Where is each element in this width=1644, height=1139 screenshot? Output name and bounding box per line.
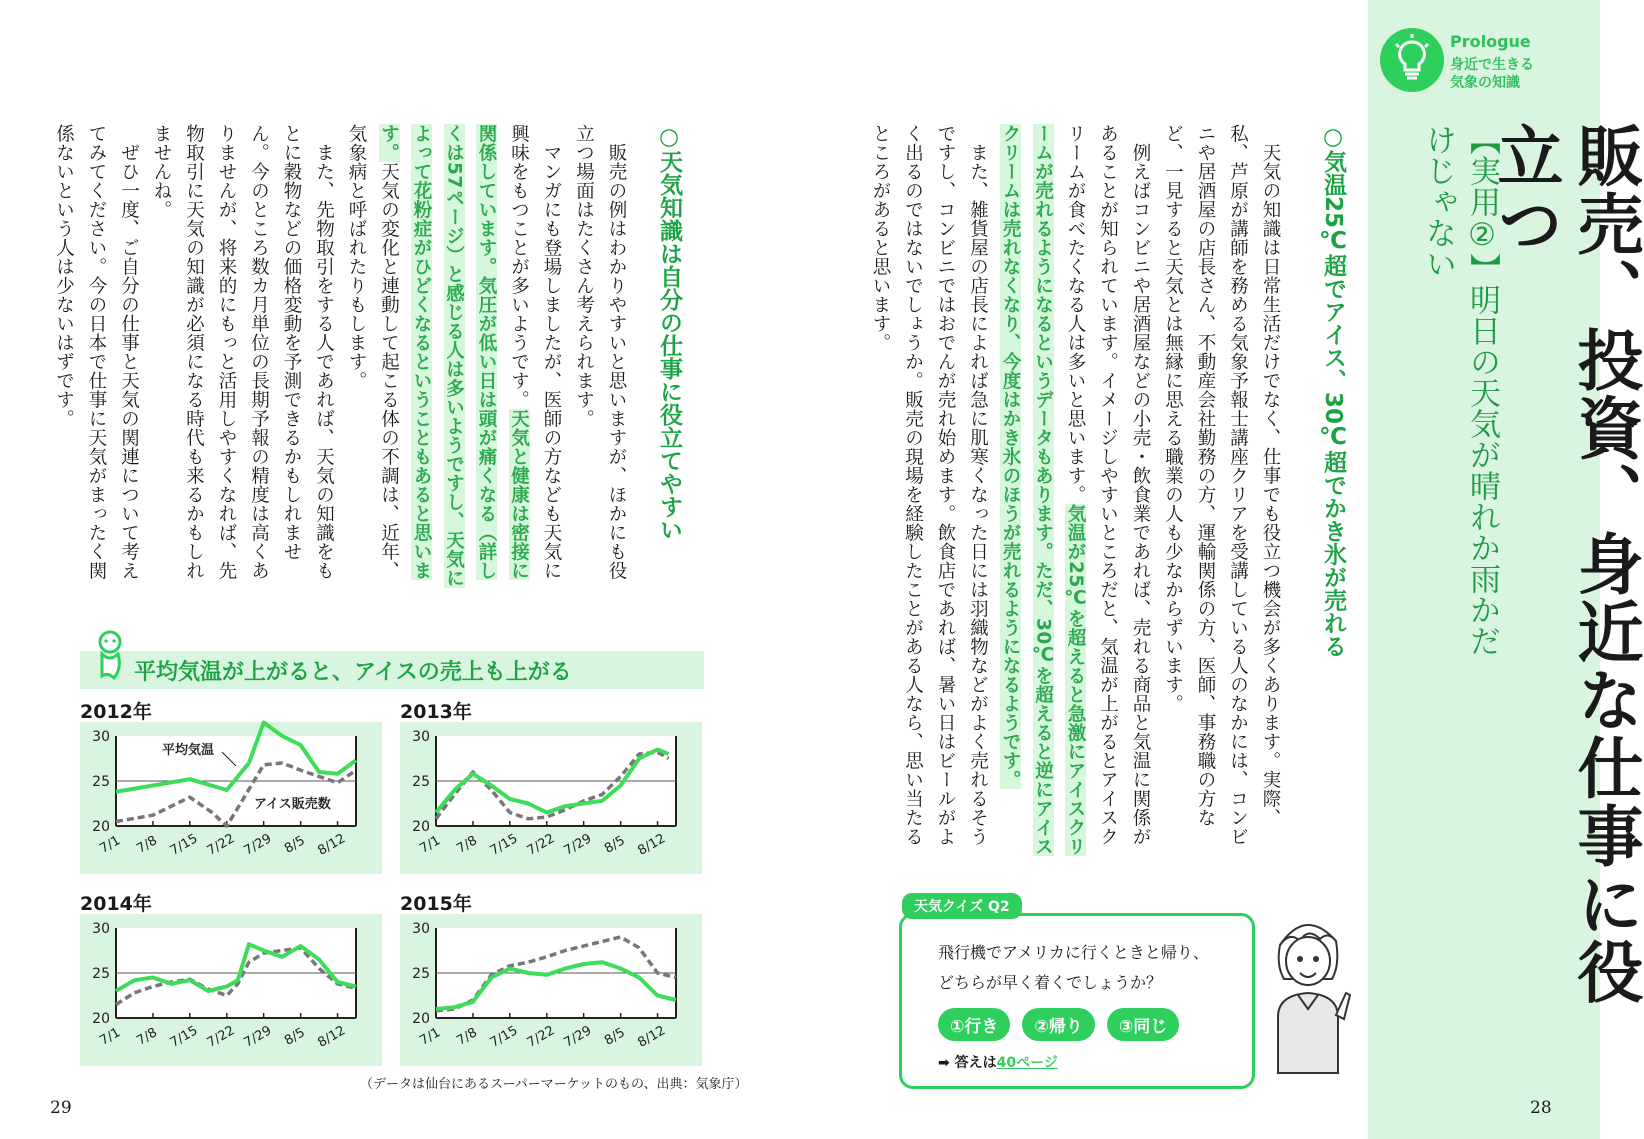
quiz-answer-prefix: ➡ 答えは (938, 1055, 997, 1071)
section2-paragraph2-text: マンガにも登場しましたが、医師の方なども天気に興味をもつことが多いようです。 (508, 124, 562, 580)
chart-2015 (400, 914, 702, 1066)
y-tick-label: 20 (92, 1011, 110, 1027)
section2-highlight: 天気と健康は密接に関係しています。気圧が低い日は頭が痛くなる（詳しくは57ページ）と感じる人は多いようですし、天気によって花粉症がひどくなるということもあると思います。 (378, 124, 530, 588)
quiz-option-2[interactable]: ②帰り (1022, 1008, 1094, 1041)
quiz-question-line1: 飛行機でアメリカに行くときと帰り、 (938, 943, 1209, 962)
y-tick-label: 20 (412, 1011, 430, 1027)
character-illustration (1262, 905, 1352, 1079)
section2-paragraph4: ぜひ一度、ご自分の仕事と天気の関連について考えてみてください。今の日本で仕事に天気がまったく関係ないという人は少ないはずです。 (53, 124, 140, 580)
chart-year-2014: 2014年 (80, 893, 152, 915)
series-label-avg-temp: 平均気温 (162, 743, 215, 758)
x-tick-label: 7/8 (134, 833, 160, 857)
section1-highlight: 気温が25℃を超えると急激にアイスクリームが売れるようになるというデータもあります。ただ、30℃を超えると逆にアイスクリームは売れなくなり、今度はかき氷のほうが売れるようになるようです。 (1000, 124, 1086, 857)
section1-paragraph1: 天気の知識は日常生活だけでなく、仕事でも役立つ機会が多くあります。実際、私、芦原が講師を務める気象予報士講座クリアを受講している人のなかには、コンビニや居酒屋の店長さん、不動産会社勤務の方、運輸関係の方、医師、事務職の方など、一見すると天気とは無縁に思える職業の人も少なからずいます。 (1162, 124, 1281, 846)
x-tick-label: 7/29 (561, 831, 595, 859)
y-tick-label: 25 (412, 774, 430, 790)
chart-source: （データは仙台にあるスーパーマーケットのもの、出典：気象庁） (360, 1077, 748, 1092)
section1-paragraph3: また、雑貨屋の店長によれば急に肌寒くなった日には羽織物などがよく売れるそうですし、コンビニではおでんが売れ始めます。飲食店であれば、暑い日はビールがよく出るのではないでしょうか。販売の現場を経験したことがある人なら、思い当たるところがあると思います。 (870, 124, 989, 846)
x-tick-label: 8/5 (602, 833, 628, 857)
x-tick-label: 7/15 (167, 831, 201, 859)
x-tick-label: 7/15 (487, 831, 521, 859)
quiz-answer (938, 1052, 1058, 1072)
section1-paragraph2-text: 例えばコンビニや居酒屋などの小売・飲食業であれば、売れる商品と気温に関係があることが知られています。イメージしやすいところだと、気温が上がるとアイスクリームが食べたくなる人は多いと思います。 (1065, 124, 1151, 846)
section2-paragraph3: また、先物取引をする人であれば、天気の知識をもとに穀物などの価格変動を予測できるかもしれません。今のところ数カ月単位の長期予報の精度は高くありませんが、将来的にもっと活用しやすくなれば、先物取引に天気の知識が必須になる時代も来るかもしれませんね。 (151, 124, 335, 580)
section2-heading: ○天気知識は自分の仕事に役立てやすい (656, 124, 682, 541)
page-title: 販売、投資、身近な仕事に役立つ (1486, 122, 1643, 1006)
x-tick-label: 8/12 (635, 831, 669, 859)
y-tick-label: 25 (92, 966, 110, 982)
x-tick-label: 8/12 (315, 1023, 349, 1051)
chart-2014 (80, 914, 382, 1066)
x-tick-label: 8/5 (282, 833, 308, 857)
x-tick-label: 7/22 (204, 1023, 238, 1051)
page-number-right: 28 (1530, 1098, 1552, 1118)
section1-heading: ○気温25℃超でアイス、30℃超でかき氷が売れる (1320, 124, 1346, 658)
sidebar-line1: 身近で生きる (1450, 57, 1534, 73)
y-tick-label: 25 (92, 774, 110, 790)
x-tick-label: 7/29 (241, 831, 275, 859)
x-tick-label: 8/12 (635, 1023, 669, 1051)
quiz-options (938, 1008, 1191, 1041)
x-tick-label: 7/22 (204, 831, 238, 859)
y-tick-label: 30 (92, 921, 110, 937)
sidebar-line2: 気象の知識 (1450, 75, 1520, 91)
y-tick-label: 30 (92, 729, 110, 745)
quiz-option-3[interactable]: ③同じ (1107, 1008, 1179, 1041)
mascot-icon (92, 628, 132, 688)
x-tick-label: 7/29 (561, 1023, 595, 1051)
title-tag: 【実用②】明日の天気が晴れか雨かだけじゃない (1420, 124, 1500, 656)
chart-year-2012: 2012年 (80, 701, 152, 723)
x-tick-label: 7/22 (524, 831, 558, 859)
chart-2013 (400, 722, 702, 874)
x-tick-label: 7/15 (167, 1023, 201, 1051)
prologue-label: Prologue (1450, 32, 1531, 51)
quiz-option-1[interactable]: ①行き (938, 1008, 1010, 1041)
section2-paragraph1: 販売の例はわかりやすいと思いますが、ほかにも役立つ場面はたくさん考えられます。 (573, 124, 627, 580)
x-tick-label: 7/1 (417, 1025, 444, 1049)
chart-2012 (80, 722, 382, 874)
x-tick-label: 7/15 (487, 1023, 521, 1051)
y-tick-label: 20 (412, 819, 430, 835)
chart-year-2015: 2015年 (400, 893, 472, 915)
x-tick-label: 7/1 (417, 833, 444, 857)
x-tick-label: 7/8 (454, 833, 480, 857)
chart-title: 平均気温が上がると、アイスの売上も上がる (134, 660, 572, 685)
quiz-answer-link[interactable]: 40ページ (996, 1055, 1058, 1071)
series-label-ice-sales: アイス販売数 (254, 797, 331, 812)
lightbulb-icon (1380, 28, 1444, 92)
section2-body (53, 124, 632, 594)
section2-paragraph2 (340, 124, 568, 594)
x-tick-label: 7/1 (97, 1025, 124, 1049)
quiz-label: 天気クイズ Q2 (902, 893, 1022, 919)
chart-year-2013: 2013年 (400, 701, 472, 723)
x-tick-label: 8/5 (282, 1025, 308, 1049)
section1-body (870, 124, 1286, 864)
x-tick-label: 7/22 (524, 1023, 558, 1051)
x-tick-label: 7/1 (97, 833, 124, 857)
section2-paragraph2-tail: 天気の変化と連動して起こる体の不調は、近年、気象病と呼ばれたりもします。 (346, 124, 400, 580)
x-tick-label: 7/8 (134, 1025, 160, 1049)
y-tick-label: 30 (412, 921, 430, 937)
quiz-question (938, 938, 1209, 998)
y-tick-label: 30 (412, 729, 430, 745)
quiz-question-line2: どちらが早く着くでしょうか？ (938, 973, 1163, 992)
x-tick-label: 8/12 (315, 831, 349, 859)
y-tick-label: 25 (412, 966, 430, 982)
x-tick-label: 7/29 (241, 1023, 275, 1051)
page-number-left: 29 (50, 1098, 72, 1118)
x-tick-label: 8/5 (602, 1025, 628, 1049)
x-tick-label: 7/8 (454, 1025, 480, 1049)
quiz-box (899, 913, 1255, 1089)
section1-paragraph2 (994, 124, 1157, 864)
y-tick-label: 20 (92, 819, 110, 835)
